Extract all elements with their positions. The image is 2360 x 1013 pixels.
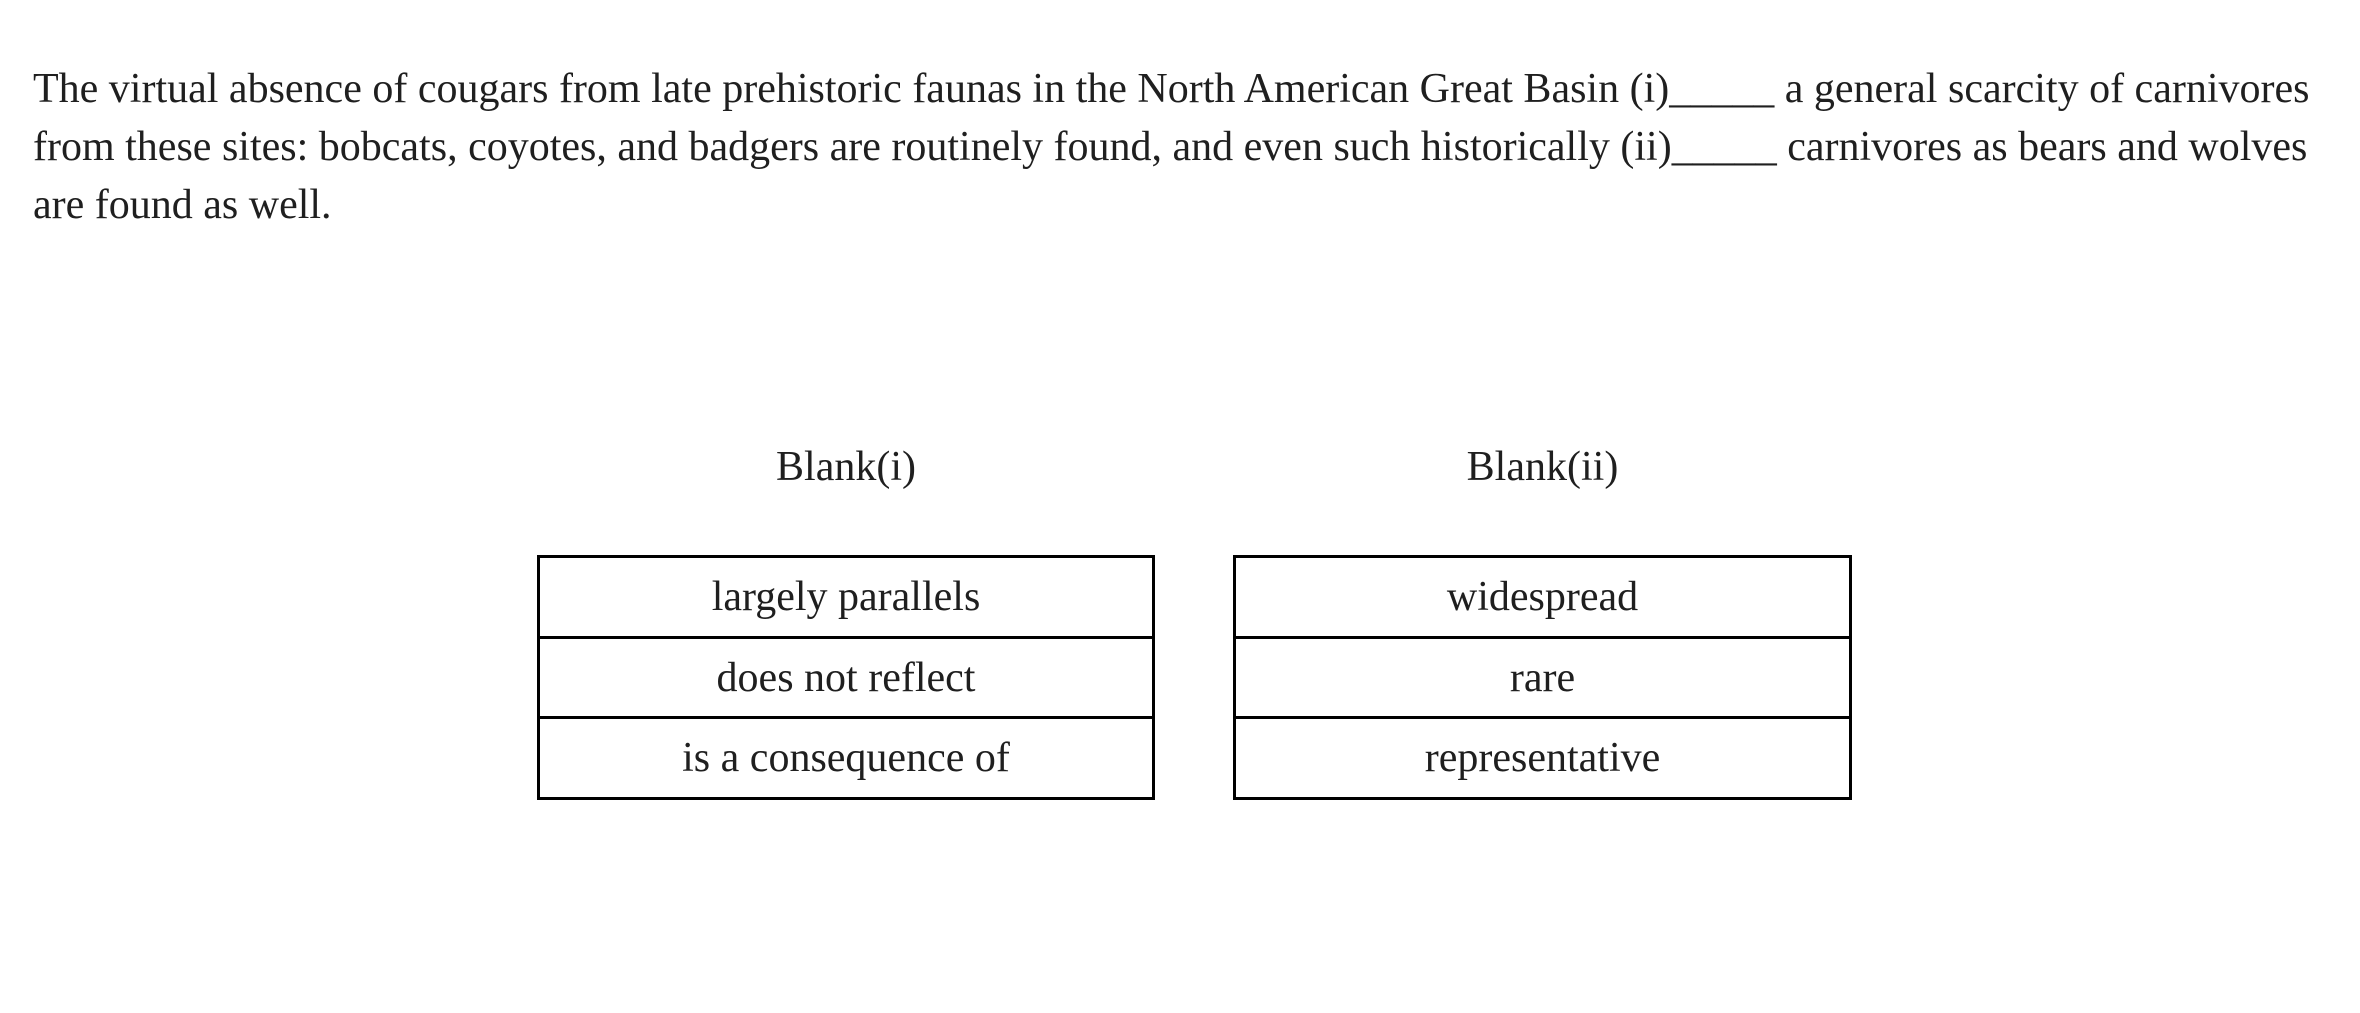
option-blank-i-choice-1[interactable]: largely parallels bbox=[711, 573, 981, 620]
blank-ii-header: Blank(ii) bbox=[1466, 444, 1619, 490]
blank-ii-options-table bbox=[1233, 555, 1852, 800]
blank-i-header: Blank(i) bbox=[776, 444, 916, 490]
passage-text-between-blanks: a general scarcity of carnivores from these sites: bobcats, coyotes, and badgers are routinely found, and even such historically (ii) bbox=[33, 66, 2320, 170]
blank-i-options-table bbox=[537, 555, 1155, 800]
option-blank-i-choice-3[interactable]: is a consequence of bbox=[540, 716, 1152, 797]
blank-i-line: _____ bbox=[1669, 66, 1775, 112]
question-passage bbox=[33, 60, 2360, 234]
passage-text-before-blank-i: The virtual absence of cougars from late prehistoric faunas in the North American Great Basin (i) bbox=[33, 66, 1670, 112]
option-blank-ii-choice-3[interactable]: representative bbox=[1236, 716, 1849, 797]
option-blank-i-choice-2[interactable]: does not reflect bbox=[540, 636, 1152, 717]
blank-ii-line: _____ bbox=[1671, 124, 1777, 170]
option-blank-ii-choice-2[interactable]: rare bbox=[1236, 636, 1849, 717]
option-blank-ii-choice-1[interactable]: widespread bbox=[1446, 573, 1639, 620]
passage-text-after-blank-ii: carnivores as bears and wolves are found as well. bbox=[33, 124, 2318, 228]
